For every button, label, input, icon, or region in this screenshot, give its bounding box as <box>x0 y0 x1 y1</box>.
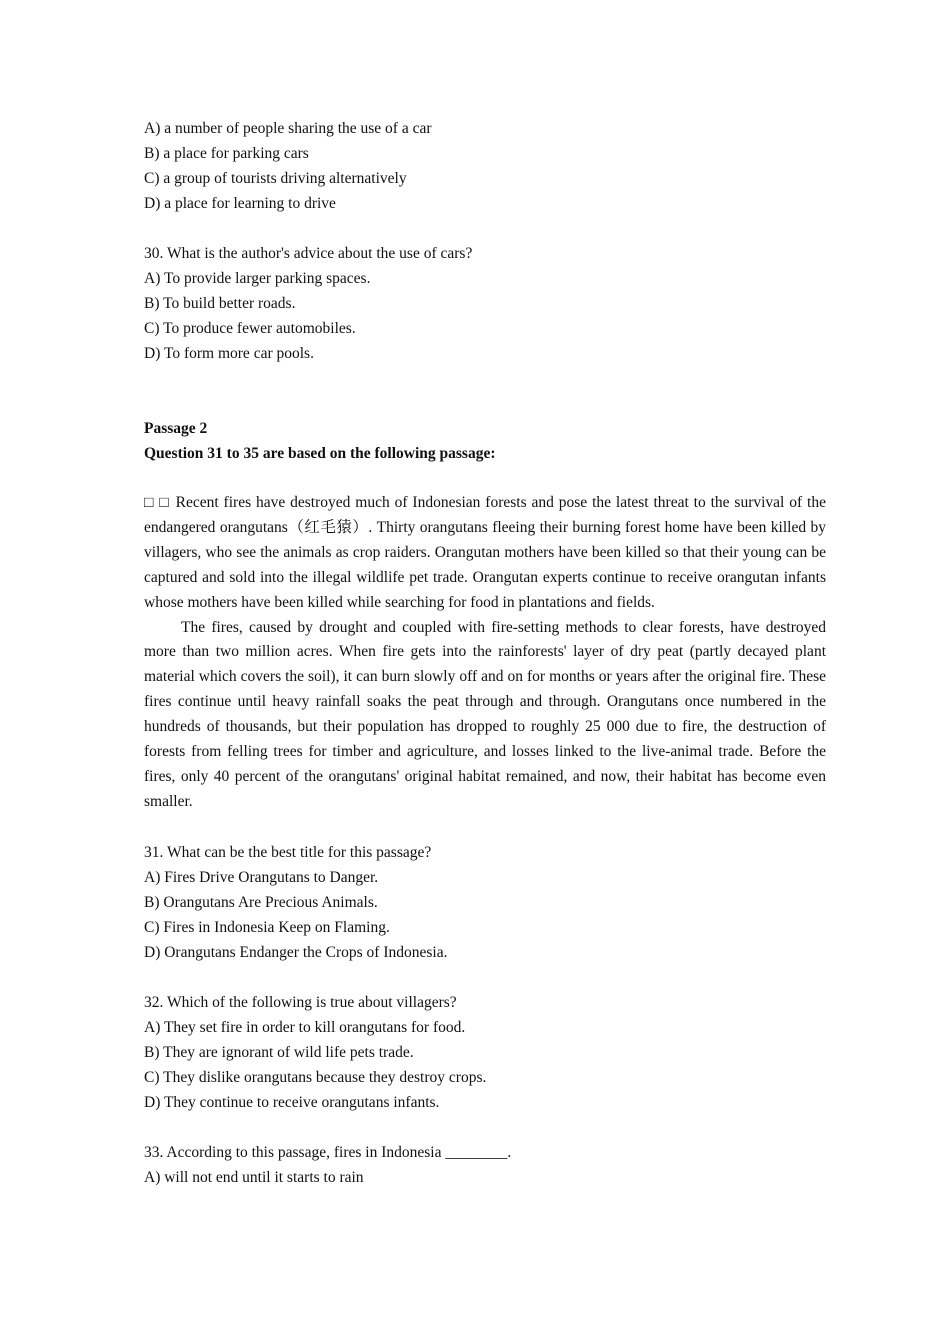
passage-header <box>144 416 826 466</box>
passage-paragraph-2: The fires, caused by drought and coupled with fire-setting methods to clear forests, have destroyed more than two million acres. When fire gets into the rainforests' layer of dry peat (partly decayed plant material which covers the soil), it can burn slowly off and on for months or years after the original fire. These fires continue until heavy rainfall soaks the peat through and through. Orangutans once numbered in the hundreds of thousands, but their population has dropped to roughly 25 000 due to fire, the destruction of forests from felling trees for timber and agriculture, and losses linked to the live-animal trade. Before the fires, only 40 percent of the orangutans' original habitat remained, and now, their habitat has become even smaller. <box>144 618 826 810</box>
option-b: B) Orangutans Are Precious Animals. <box>144 893 378 911</box>
option-c: C) Fires in Indonesia Keep on Flaming. <box>144 918 390 936</box>
option-b: B) They are ignorant of wild life pets trade. <box>144 1043 414 1061</box>
question-33 <box>144 1140 826 1190</box>
option-c: C) To produce fewer automobiles. <box>144 320 356 337</box>
passage-subtitle: Question 31 to 35 are based on the following passage: <box>144 445 496 462</box>
option-c: C) They dislike orangutans because they destroy crops. <box>144 1068 487 1086</box>
page-content <box>144 116 826 1190</box>
option-a: A) a number of people sharing the use of a car <box>144 120 432 137</box>
question-text: 32. Which of the following is true about villagers? <box>144 993 457 1011</box>
paragraph-text: Recent fires have destroyed much of Indonesian forests and pose the latest threat to the survival of the endangered orangutans（红毛猿）. Thirty orangutans fleeing their burning forest home have been killed by villagers, who see the animals as crop raiders. Orangutan mothers have been killed so that their young can be captured and sold into the illegal wildlife pet trade. Orangutan experts continue to receive orangutan infants whose mothers have been killed while searching for food in plantations and fields. <box>144 494 826 611</box>
question-text: 31. What can be the best title for this passage? <box>144 843 432 861</box>
option-d: D) a place for learning to drive <box>144 195 336 212</box>
option-c: C) a group of tourists driving alternatively <box>144 170 407 187</box>
option-a: A) will not end until it starts to rain <box>144 1168 364 1186</box>
option-d: D) Orangutans Endanger the Crops of Indonesia. <box>144 943 448 961</box>
option-a: A) Fires Drive Orangutans to Danger. <box>144 868 379 886</box>
passage-title: Passage 2 <box>144 420 208 437</box>
question-32 <box>144 990 826 1115</box>
option-b: B) a place for parking cars <box>144 145 309 162</box>
passage-paragraph-1 <box>144 491 826 616</box>
question-29-options <box>144 116 826 216</box>
question-text: 30. What is the author's advice about the use of cars? <box>144 245 473 262</box>
question-30 <box>144 241 826 366</box>
option-b: B) To build better roads. <box>144 295 296 312</box>
option-a: A) To provide larger parking spaces. <box>144 270 371 287</box>
option-d: D) They continue to receive orangutans infants. <box>144 1093 440 1111</box>
paragraph-lead-glyphs: □ □ <box>144 494 170 511</box>
question-31 <box>144 840 826 965</box>
option-a: A) They set fire in order to kill orangutans for food. <box>144 1018 466 1036</box>
question-text: 33. According to this passage, fires in Indonesia ________. <box>144 1143 512 1161</box>
option-d: D) To form more car pools. <box>144 345 314 362</box>
